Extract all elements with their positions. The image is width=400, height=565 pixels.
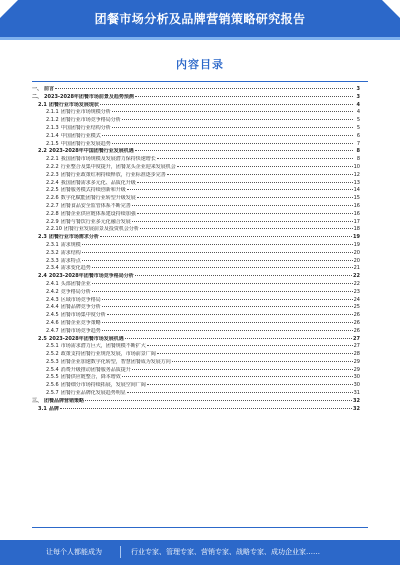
toc-leader-dots [177, 166, 353, 167]
toc-entry-title: 团餐行业市场规模分析 [60, 109, 111, 116]
toc-leader-dots [132, 221, 353, 222]
footer-separator [120, 546, 121, 558]
toc-entry-number: 2.2.1 [46, 156, 59, 163]
toc-leader-dots [102, 306, 353, 307]
toc-entry-title: 团餐市场集中度分析 [60, 312, 106, 319]
toc-entry-number: 二、 [32, 93, 43, 100]
toc-entry[interactable] [32, 164, 360, 172]
toc-entry-number: 2.4.6 [46, 319, 59, 326]
report-footer-banner [0, 540, 400, 565]
toc-leader-dots [102, 322, 353, 323]
toc-entry[interactable] [32, 234, 360, 242]
toc-entry-number: 2.1.1 [46, 109, 59, 116]
toc-entry-title: 团餐食品安全监管体系不断完善 [60, 202, 131, 209]
toc-entry-title: 团餐行业政策红利持续释放，行业标准逐步完善 [60, 171, 166, 178]
toc-entry-page: 8 [356, 148, 360, 155]
toc-leader-dots [135, 275, 352, 276]
toc-entry-page: 22 [353, 280, 360, 287]
toc-entry-title: 团餐行业市场发展现状 [48, 101, 99, 108]
toc-entry[interactable] [32, 367, 360, 375]
toc-entry-title: 团餐服务模式持续创新和升级 [60, 187, 126, 194]
toc-entry-page: 29 [353, 366, 360, 373]
toc-entry-title: 区域市场竞争格局 [60, 296, 101, 303]
toc-entry-title: 前言 [44, 86, 55, 92]
toc-entry-title: 2023-2028年团餐市场前景及趋势预测 [44, 93, 134, 100]
toc-entry-page: 12 [353, 171, 360, 178]
toc-entry[interactable] [32, 343, 360, 351]
toc-entry-title: 头部团餐企业 [60, 280, 91, 287]
toc-entry-page: 5 [356, 117, 360, 124]
toc-entry-number: 2.3.4 [46, 265, 59, 272]
toc-leader-dots [127, 392, 353, 393]
toc-entry-page: 13 [353, 179, 360, 186]
toc-entry-title: 团餐行业品牌化发展趋势明显 [60, 390, 126, 397]
toc-entry-title: 团餐市场竞争趋势 [60, 327, 101, 334]
toc-entry-page: 24 [353, 296, 360, 303]
toc-leader-dots [140, 228, 353, 229]
toc-entry-number: 2.2.2 [46, 163, 59, 170]
toc-entry-page: 32 [353, 397, 360, 404]
toc-entry-page: 28 [353, 351, 360, 358]
toc-entry[interactable] [32, 195, 360, 203]
toc-entry-number: 2.1.3 [46, 124, 59, 131]
toc-entry-title: 需求变化趋势 [60, 265, 91, 272]
toc-entry-number: 2.5.7 [46, 390, 59, 397]
toc-leader-dots [102, 299, 353, 300]
toc-entry-title: 竞争格局分析 [60, 288, 91, 295]
toc-entry-page: 19 [353, 241, 360, 248]
toc-entry[interactable] [32, 289, 360, 297]
toc-entry-number: 2.2.8 [46, 210, 59, 217]
toc-entry-title: 团餐行业市场需求分析 [48, 234, 99, 241]
toc-leader-dots [132, 369, 353, 370]
toc-entry-title: 品牌 [48, 405, 59, 412]
toc-leader-dots [107, 314, 353, 315]
toc-entry-title: 数字化赋能团餐行业转型升级发展 [60, 195, 136, 202]
toc-entry[interactable] [32, 281, 360, 289]
toc-entry[interactable] [32, 141, 360, 149]
toc-entry-page: 7 [356, 140, 360, 147]
toc-entry-title: 团餐企业竞争策略 [60, 319, 101, 326]
toc-leader-dots [102, 135, 353, 136]
toc-entry-page: 20 [353, 249, 360, 256]
toc-entry[interactable] [32, 102, 360, 110]
toc-entry-number: 一、 [32, 86, 43, 92]
toc-leader-dots [82, 260, 353, 261]
toc-entry-number: 2.4.3 [46, 296, 59, 303]
toc-entry-page: 27 [353, 335, 360, 342]
toc-leader-dots [137, 182, 353, 183]
toc-bottom-divider [32, 527, 368, 528]
toc-list [32, 86, 360, 413]
toc-entry[interactable] [32, 398, 360, 406]
toc-entry-number: 2.4.5 [46, 312, 59, 319]
toc-entry[interactable] [32, 219, 360, 227]
toc-leader-dots [112, 111, 353, 112]
toc-entry-number: 2.3 [38, 234, 47, 241]
toc-entry[interactable] [32, 328, 360, 336]
toc-entry-page: 20 [353, 257, 360, 264]
toc-entry[interactable] [32, 351, 360, 359]
toc-leader-dots [157, 353, 353, 354]
toc-leader-dots [122, 119, 353, 120]
toc-leader-dots [92, 283, 353, 284]
toc-entry-title: 政策支持团餐行业规范发展，市场前景广阔 [60, 351, 156, 358]
toc-leader-dots [112, 127, 353, 128]
toc-entry-title: 中国团餐行业结构分析 [60, 124, 111, 131]
toc-entry-page: 26 [353, 327, 360, 334]
toc-entry-page: 22 [353, 273, 360, 280]
toc-entry-title: 团餐企业加速数字化转型，智慧团餐成为发展方向 [60, 358, 171, 365]
toc-leader-dots [92, 267, 353, 268]
toc-entry-page: 26 [353, 319, 360, 326]
toc-leader-dots [132, 205, 353, 206]
toc-leader-dots [137, 197, 353, 198]
toc-entry[interactable] [32, 336, 360, 344]
toc-leader-dots [100, 104, 353, 105]
toc-entry-page: 16 [353, 210, 360, 217]
toc-entry[interactable] [32, 273, 360, 281]
toc-entry-number: 2.1.4 [46, 132, 59, 139]
toc-entry-page: 21 [353, 265, 360, 272]
toc-entry-number: 2.4 [38, 273, 47, 280]
toc-entry[interactable] [32, 172, 360, 180]
toc-entry-number: 2.5.3 [46, 358, 59, 365]
toc-entry-number: 2.5.4 [46, 366, 59, 373]
toc-entry-number: 2.5.5 [46, 374, 59, 381]
toc-entry-title: 中国团餐行业发展趋势 [60, 140, 111, 147]
toc-entry-page: 29 [353, 358, 360, 365]
toc-entry-number: 2.3.2 [46, 249, 59, 256]
toc-leader-dots [82, 244, 353, 245]
toc-entry[interactable] [32, 125, 360, 133]
toc-leader-dots [55, 88, 353, 89]
toc-entry-title: 团餐企业供应链体系建设持续加强 [60, 210, 136, 217]
toc-entry[interactable] [32, 297, 360, 305]
report-header-banner [0, 0, 400, 40]
toc-title: 内容目录 [176, 58, 224, 71]
toc-entry-page: 17 [353, 218, 360, 225]
toc-leader-dots [167, 174, 353, 175]
toc-entry-title: 需求规模 [60, 241, 81, 248]
toc-leader-dots [85, 400, 352, 401]
toc-leader-dots [137, 213, 353, 214]
toc-entry-page: 15 [353, 195, 360, 202]
toc-entry[interactable] [32, 406, 360, 414]
footer-roles: 行业专家、管理专家、营销专家、战略专家、成功企业家…… [131, 548, 320, 556]
toc-entry[interactable] [32, 312, 360, 320]
toc-entry-number: 2.4.7 [46, 327, 59, 334]
toc-entry[interactable] [32, 258, 360, 266]
toc-entry[interactable] [32, 86, 360, 94]
toc-entry-page: 16 [353, 202, 360, 209]
toc-entry-page: 31 [353, 390, 360, 397]
toc-leader-dots [100, 236, 352, 237]
toc-entry[interactable] [32, 133, 360, 141]
toc-entry[interactable] [32, 148, 360, 156]
toc-entry-number: 2.2.10 [46, 226, 62, 233]
toc-leader-dots [60, 408, 352, 409]
toc-top-divider [32, 81, 368, 82]
toc-entry-number: 2.4.4 [46, 304, 59, 311]
toc-entry-title: 需求结构 [60, 249, 81, 256]
toc-entry-number: 2.1.2 [46, 117, 59, 124]
toc-entry-page: 23 [353, 288, 360, 295]
toc-leader-dots [147, 345, 353, 346]
toc-entry[interactable] [32, 109, 360, 117]
toc-entry-number: 2.5 [38, 335, 47, 342]
toc-entry-page: 30 [353, 382, 360, 389]
toc-entry-page: 6 [356, 132, 360, 139]
toc-entry-number: 2.1 [38, 101, 47, 108]
toc-entry-title: 团餐行业市场竞争格局分析 [60, 117, 121, 124]
toc-entry[interactable] [32, 203, 360, 211]
toc-entry-page: 19 [353, 234, 360, 241]
toc-entry-title: 2023-2028年中国团餐行业发展机遇 [48, 148, 134, 155]
toc-entry-page: 3 [356, 86, 360, 92]
toc-entry-page: 27 [353, 343, 360, 350]
toc-leader-dots [157, 158, 353, 159]
toc-entry[interactable] [32, 359, 360, 367]
toc-entry-title: 需求特点 [60, 257, 81, 264]
toc-entry-number: 三、 [32, 397, 43, 404]
toc-leader-dots [122, 376, 353, 377]
toc-entry-page: 32 [353, 405, 360, 412]
toc-entry-number: 2.2.7 [46, 202, 59, 209]
toc-leader-dots [172, 361, 353, 362]
toc-entry[interactable] [32, 265, 360, 273]
toc-entry[interactable] [32, 187, 360, 195]
toc-entry[interactable] [32, 242, 360, 250]
toc-entry-number: 2.2.6 [46, 195, 59, 202]
toc-entry-title: 团餐供应链整合，降本增效 [60, 374, 121, 381]
toc-entry[interactable] [32, 320, 360, 328]
toc-entry-number: 2.5.6 [46, 382, 59, 389]
toc-entry[interactable] [32, 226, 360, 234]
toc-entry[interactable] [32, 250, 360, 258]
toc-entry-page: 26 [353, 312, 360, 319]
toc-entry[interactable] [32, 374, 360, 382]
toc-entry-page: 18 [353, 226, 360, 233]
toc-entry-page: 30 [353, 374, 360, 381]
toc-entry-page: 25 [353, 304, 360, 311]
toc-leader-dots [135, 96, 353, 97]
toc-entry[interactable] [32, 382, 360, 390]
report-title: 团餐市场分析及品牌营销策略研究报告 [94, 12, 306, 26]
toc-entry-number: 2.3.3 [46, 257, 59, 264]
toc-entry-title: 市场需求潜力巨大，团餐规模不断扩大 [60, 343, 146, 350]
toc-entry-title: 2023-2028年团餐市场竞争格局分析 [48, 273, 134, 280]
toc-entry-title: 消费升级推动团餐服务品质提升 [60, 366, 131, 373]
toc-entry[interactable] [32, 180, 360, 188]
toc-entry[interactable] [32, 156, 360, 164]
toc-entry[interactable] [32, 390, 360, 398]
toc-entry-number: 2.2 [38, 148, 47, 155]
toc-entry-number: 2.4.1 [46, 280, 59, 287]
toc-entry-number: 2.2.9 [46, 218, 59, 225]
toc-entry-page: 8 [356, 156, 360, 163]
toc-leader-dots [127, 189, 353, 190]
toc-entry-page: 3 [356, 93, 360, 100]
toc-entry-title: 团餐行业发展前景及投资机会分析 [63, 226, 139, 233]
footer-slogan: 让每个人都能成为 [46, 548, 102, 556]
toc-entry-title: 中国团餐行业模式 [60, 132, 101, 139]
toc-leader-dots [102, 330, 353, 331]
toc-leader-dots [135, 150, 353, 151]
toc-entry-page: 4 [356, 109, 360, 116]
toc-entry-title: 2023-2028年团餐市场发展机遇 [48, 335, 124, 342]
toc-entry-title: 行业整合及集中度提升，团餐龙头企业迎来发展机会 [60, 163, 176, 170]
toc-entry[interactable] [32, 94, 360, 102]
toc-entry-page: 4 [356, 101, 360, 108]
toc-entry-title: 团餐与餐饮行业多元化融合发展 [60, 218, 131, 225]
toc-entry-page: 5 [356, 124, 360, 131]
toc-entry-number: 2.2.3 [46, 171, 59, 178]
toc-entry-title: 团餐品牌竞争分析 [60, 304, 101, 311]
toc-entry-number: 2.1.5 [46, 140, 59, 147]
toc-entry[interactable] [32, 117, 360, 125]
toc-entry-number: 2.4.2 [46, 288, 59, 295]
toc-leader-dots [112, 143, 353, 144]
toc-entry-page: 10 [353, 163, 360, 170]
toc-leader-dots [125, 338, 352, 339]
toc-entry-title: 团餐品牌营销策略 [44, 397, 85, 404]
toc-leader-dots [147, 384, 353, 385]
toc-entry-number: 3.1 [38, 405, 47, 412]
toc-entry-title: 我国团餐市场规模及发展潜力保持快速增长 [60, 156, 156, 163]
toc-entry-number: 2.2.4 [46, 179, 59, 186]
toc-entry-title: 我国团餐需求多元化、品质化升级 [60, 179, 136, 186]
toc-entry-number: 2.5.1 [46, 343, 59, 350]
toc-entry-number: 2.2.5 [46, 187, 59, 194]
toc-entry-number: 2.3.1 [46, 241, 59, 248]
toc-leader-dots [82, 252, 353, 253]
toc-entry-number: 2.5.2 [46, 351, 59, 358]
toc-entry-title: 团餐细分市场持续拓展，发展空间广阔 [60, 382, 146, 389]
toc-entry[interactable] [32, 211, 360, 219]
toc-leader-dots [92, 291, 353, 292]
toc-entry-page: 14 [353, 187, 360, 194]
toc-entry[interactable] [32, 304, 360, 312]
